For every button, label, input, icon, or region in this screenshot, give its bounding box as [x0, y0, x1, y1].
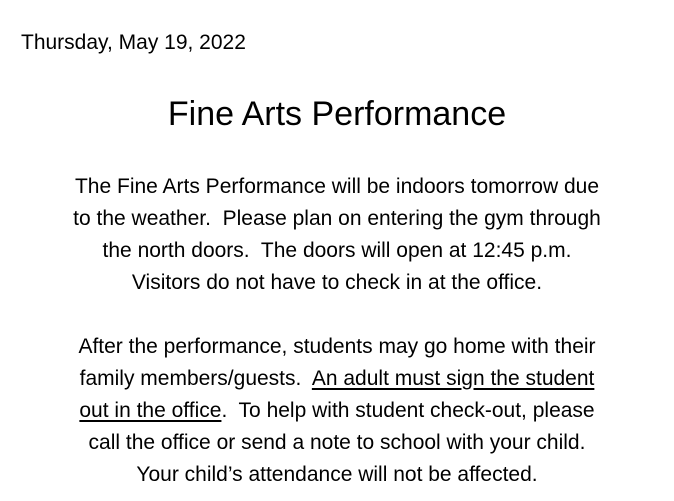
underlined-instruction: out in the office — [79, 399, 222, 422]
paragraph-1-line: The Fine Arts Performance will be indoors tomorrow due — [74, 175, 600, 198]
paragraph-2-line — [0, 395, 674, 427]
paragraph-1-line: to the weather. Please plan on entering the gym through — [73, 207, 601, 230]
paragraph-2-text: . To help with student check-out, please — [221, 399, 595, 422]
paragraph-2 — [0, 331, 674, 491]
paragraph-2-line — [0, 363, 674, 395]
paragraph-2-line: call the office or send a note to school with your child. — [88, 431, 586, 454]
paragraph-2-text: family members/guests. — [79, 367, 312, 390]
paragraph-2-line: Your child’s attendance will not be affected. — [136, 463, 538, 486]
paragraph-1-line: Visitors do not have to check in at the office. — [131, 271, 543, 294]
paragraph-2-line: After the performance, students may go home with their — [78, 335, 596, 358]
paragraph-1 — [0, 171, 674, 299]
underlined-instruction: An adult must sign the student — [311, 367, 595, 390]
page-title: Fine Arts Performance — [167, 95, 507, 133]
paragraph-1-line: the north doors. The doors will open at 12:45 p.m. — [102, 239, 572, 262]
date-line: Thursday, May 19, 2022 — [21, 31, 246, 54]
